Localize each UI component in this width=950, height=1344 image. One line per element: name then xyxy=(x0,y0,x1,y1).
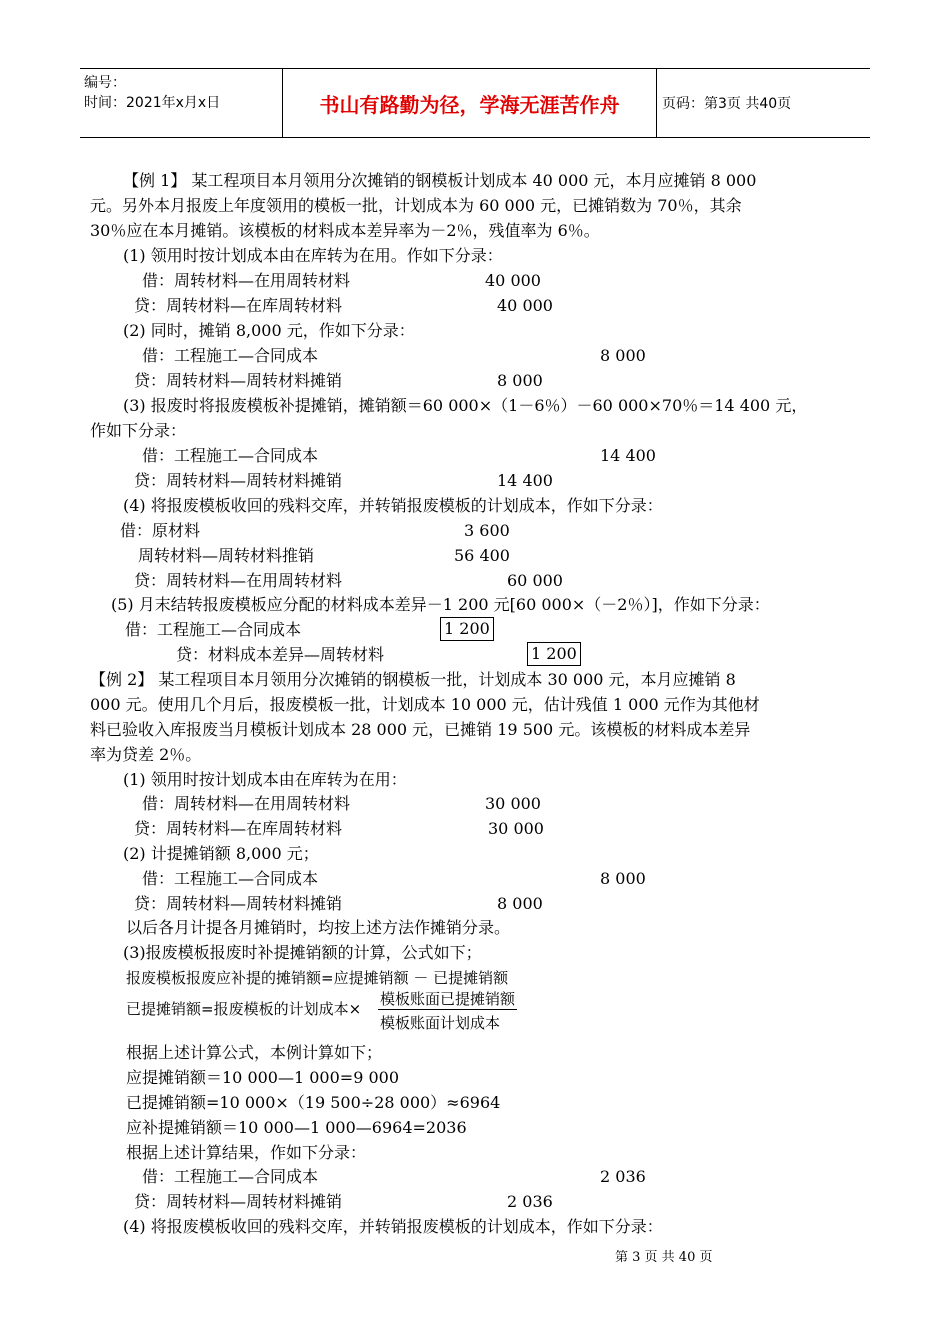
text-line: 已提摊销额=10 000×（19 500÷28 000）≈6964 xyxy=(126,1093,501,1112)
credit-amount: 40 000 xyxy=(497,296,553,315)
time-label: 时间：2021年x月x日 xyxy=(84,95,221,111)
journal-debit: 借：周转材料—在用周转材料 xyxy=(142,794,351,813)
text-line: (1) 领用时按计划成本由在库转为在用。作如下分录： xyxy=(123,246,503,265)
journal-credit: 贷：周转材料—在库周转材料 xyxy=(134,296,343,315)
text-line: 根据上述计算结果，作如下分录： xyxy=(126,1143,367,1162)
credit-amount: 30 000 xyxy=(488,819,544,838)
header-motto: 书山有路勤为径，学海无涯苦作舟 xyxy=(282,69,657,137)
journal-credit: 贷：周转材料—在用周转材料 xyxy=(134,571,343,590)
text-line: (2) 同时，摊销 8,000 元，作如下分录： xyxy=(123,321,415,340)
text-line: 作如下分录： xyxy=(90,421,187,440)
debit-amount: 2 036 xyxy=(600,1167,646,1186)
journal-credit: 贷：材料成本差异—周转材料 xyxy=(176,645,385,664)
journal-debit: 借：工程施工—合同成本 xyxy=(142,346,319,365)
journal-debit: 借：工程施工—合同成本 xyxy=(142,1167,319,1186)
debit-amount: 8 000 xyxy=(600,869,646,888)
credit-amount: 14 400 xyxy=(497,471,553,490)
debit-amount: 14 400 xyxy=(600,446,656,465)
journal-debit: 借：工程施工—合同成本 xyxy=(142,446,319,465)
text-line: 根据上述计算公式，本例计算如下； xyxy=(126,1043,383,1062)
journal-credit: 贷：周转材料—周转材料摊销 xyxy=(134,1192,343,1211)
debit-amount: 40 000 xyxy=(485,271,541,290)
debit-amount: 30 000 xyxy=(485,794,541,813)
text-line: (4) 将报废模板收回的残料交库，并转销报废模板的计划成本，作如下分录： xyxy=(123,1217,663,1236)
journal-credit: 贷：周转材料—周转材料摊销 xyxy=(134,471,343,490)
debit-amount: 3 600 xyxy=(464,521,510,540)
debit-amount: 8 000 xyxy=(600,346,646,365)
text-line: 000 元。使用几个月后，报废模板一批，计划成本 10 000 元，估计残值 1 000 元作为其他材 xyxy=(90,695,760,714)
page-footer: 第 3 页 共 40 页 xyxy=(615,1250,713,1265)
journal-debit: 借：周转材料—在用周转材料 xyxy=(142,271,351,290)
formula-denominator: 模板账面计划成本 xyxy=(380,1014,501,1032)
boxed-debit-amount: 1 200 xyxy=(440,617,494,641)
text-line: 应提摊销额＝10 000—1 000=9 000 xyxy=(126,1068,400,1087)
text-line: 【例 2】 某工程项目本月领用分次摊销的钢模板一批，计划成本 30 000 元，本月应摊销 8 xyxy=(90,670,736,689)
journal-credit: 贷：周转材料—在库周转材料 xyxy=(134,819,343,838)
text-line: 以后各月计提各月摊销时，均按上述方法作摊销分录。 xyxy=(126,918,511,937)
credit-amount: 2 036 xyxy=(507,1192,553,1211)
journal-debit: 借：工程施工—合同成本 xyxy=(125,620,302,639)
text-line: (1) 领用时按计划成本由在库转为在用： xyxy=(123,770,407,789)
formula-line: 报废模板报废应补提的摊销额=应提摊销额 － 已提摊销额 xyxy=(126,969,509,987)
text-line: (3)报废模板报废时补提摊销额的计算，公式如下； xyxy=(123,943,482,962)
debit-amount: 56 400 xyxy=(454,546,510,565)
journal-debit: 借：工程施工—合同成本 xyxy=(142,869,319,888)
text-line: 元。另外本月报废上年度领用的模板一批，计划成本为 60 000 元，已摊销数为 70％，其余 xyxy=(90,196,742,215)
credit-amount: 8 000 xyxy=(497,894,543,913)
text-line: (3) 报废时将报废模板补提摊销，摊销额＝60 000×（1－6％）－60 000×70％＝14 400 元， xyxy=(123,396,808,415)
header-page-info: 页码：第3页 共40页 xyxy=(662,96,792,112)
text-line: 【例 1】 某工程项目本月领用分次摊销的钢模板计划成本 40 000 元，本月应摊销 8 000 xyxy=(123,171,757,190)
formula-numerator: 模板账面已提摊销额 xyxy=(380,990,516,1008)
text-line: (2) 计提摊销额 8,000 元； xyxy=(123,844,319,863)
journal-credit: 贷：周转材料—周转材料摊销 xyxy=(134,371,343,390)
credit-amount: 8 000 xyxy=(497,371,543,390)
text-line: 应补提摊销额＝10 000—1 000—6964=2036 xyxy=(126,1118,467,1137)
text-line: (4) 将报废模板收回的残料交库，并转销报废模板的计划成本，作如下分录： xyxy=(123,496,663,515)
boxed-credit-amount: 1 200 xyxy=(527,642,581,666)
text-line: (5) 月末结转报废模板应分配的材料成本差异－1 200 元[60 000×（－2％）]，作如下分录： xyxy=(111,595,770,614)
serial-label: 编号： xyxy=(84,75,126,91)
text-line: 率为贷差 2％。 xyxy=(90,745,202,764)
text-line: 料已验收入库报废当月模板计划成本 28 000 元，已摊销 19 500 元。该模板的材料成本差异 xyxy=(90,720,751,739)
formula-lhs: 已提摊销额=报废模板的计划成本× xyxy=(126,1000,362,1018)
page-header xyxy=(80,68,870,138)
journal-credit: 贷：周转材料—周转材料摊销 xyxy=(134,894,343,913)
credit-amount: 60 000 xyxy=(507,571,563,590)
journal-debit: 借：原材料 xyxy=(120,521,201,540)
header-meta xyxy=(80,69,282,137)
text-line: 30％应在本月摊销。该模板的材料成本差异率为－2％，残值率为 6％。 xyxy=(90,221,600,240)
journal-debit: 周转材料—周转材料推销 xyxy=(138,546,315,565)
